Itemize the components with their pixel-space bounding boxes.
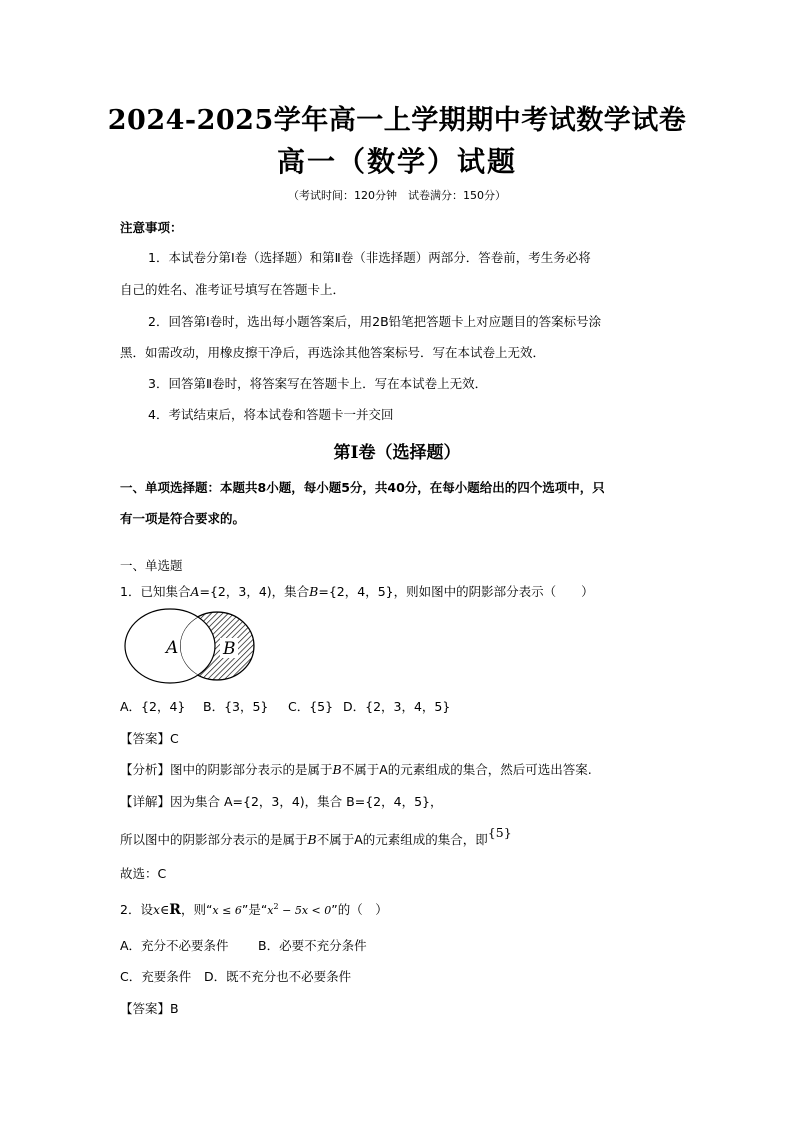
q2-option-a: A．充分不必要条件	[120, 938, 229, 953]
section-intro-cont: 有一项是符合要求的。	[120, 511, 246, 526]
venn-label-b: B	[223, 639, 236, 659]
q2-option-c: C．充要条件	[120, 969, 192, 984]
note-item-1-cont: 自己的姓名、准考证号填写在答题卡上．	[120, 282, 346, 297]
stem-text: ，则“	[180, 902, 213, 917]
result-set: {5}	[487, 825, 512, 840]
question-number: 2．	[120, 902, 141, 917]
detail-text: 所以图中的阴影部分表示的是属于	[120, 832, 308, 847]
exam-subtitle: 高一（数学）试题	[276, 145, 517, 178]
math-x: x	[152, 902, 161, 917]
note-item-1: 1．本试卷分第Ⅰ卷（选择题）和第Ⅱ卷（非选择题）两部分．答卷前，考生务必将	[148, 250, 591, 265]
section-intro: 一、单项选择题：本题共8小题，每小题5分，共40分，在每小题给出的四个选项中，只	[120, 480, 605, 495]
stem-text: ={2，4，5}，则如图中的阴影部分表示（ ）	[318, 584, 594, 599]
analysis-text: 的元素组成的集合，然后可选出答案.	[387, 762, 592, 777]
answer-2: 【答案】B	[120, 1001, 179, 1016]
detail-1-cont	[120, 825, 512, 848]
question-number: 1．	[120, 584, 141, 599]
detail-text: 不属于	[316, 832, 355, 847]
detail-1: 【详解】因为集合 A={2，3，4)，集合 B={2，4，5}，	[120, 794, 443, 809]
detail-text: 的元素组成的集合，即	[362, 832, 488, 847]
stem-text: ”是“	[241, 902, 268, 917]
q2-option-d: D．既不充分也不必要条件	[204, 969, 352, 984]
answer-1: 【答案】C	[120, 731, 179, 746]
note-item-4: 4．考试结束后，将本试卷和答题卡一并交回	[148, 407, 394, 422]
set-var-b: B	[309, 584, 319, 599]
condition-2-x: x	[267, 904, 274, 917]
stem-text: ={2，3，4)，集合	[199, 584, 310, 599]
question-2-stem	[120, 900, 388, 918]
option-a: A．{2，4}	[120, 699, 186, 714]
choice-1: 故选：C	[120, 866, 167, 881]
notes-heading: 注意事项：	[120, 220, 183, 235]
venn-label-a: A	[166, 638, 179, 658]
stem-text: 已知集合	[140, 584, 191, 599]
analysis-1	[120, 760, 592, 778]
section-heading: 第Ⅰ卷（选择题）	[333, 443, 461, 463]
venn-diagram	[122, 606, 258, 686]
question-1-stem	[120, 582, 594, 600]
stem-text: 设	[140, 902, 153, 917]
stem-text: ”的（ ）	[331, 902, 388, 917]
note-item-2-cont: 黑．如需改动，用橡皮擦干净后，再选涂其他答案标号．写在本试卷上无效．	[120, 345, 546, 360]
condition-2-rest: − 5x < 0	[278, 904, 332, 917]
note-item-2: 2．回答第Ⅰ卷时，选出每小题答案后，用2B铅笔把答题卡上对应题目的答案标号涂	[148, 314, 602, 329]
set-var-b: B	[332, 762, 342, 777]
element-of-symbol: ∈	[160, 902, 170, 917]
section-subheading: 一、单选题	[120, 558, 183, 573]
q2-option-b: B．必要不充分条件	[258, 938, 367, 953]
exam-title: 2024-2025学年高一上学期期中考试数学试卷	[107, 105, 687, 136]
set-var-a: A	[379, 762, 388, 777]
note-item-3: 3．回答第Ⅱ卷时，将答案写在答题卡上．写在本试卷上无效．	[148, 376, 488, 391]
option-b: B．{3，5}	[203, 699, 269, 714]
set-var-a: A	[354, 832, 363, 847]
set-var-a: A	[190, 584, 200, 599]
analysis-text: 不属于	[341, 762, 380, 777]
option-d: D．{2，3，4，5}	[343, 699, 451, 714]
exam-time-info: （考试时间：120分钟 试卷满分：150分）	[288, 189, 506, 202]
real-numbers-symbol: R	[169, 902, 181, 918]
set-var-b: B	[307, 832, 317, 847]
analysis-text: 【分析】图中的阴影部分表示的是属于	[120, 762, 333, 777]
option-c: C．{5}	[288, 699, 334, 714]
condition-2-exponent: 2	[273, 901, 279, 911]
condition-1: x ≤ 6	[212, 904, 242, 917]
